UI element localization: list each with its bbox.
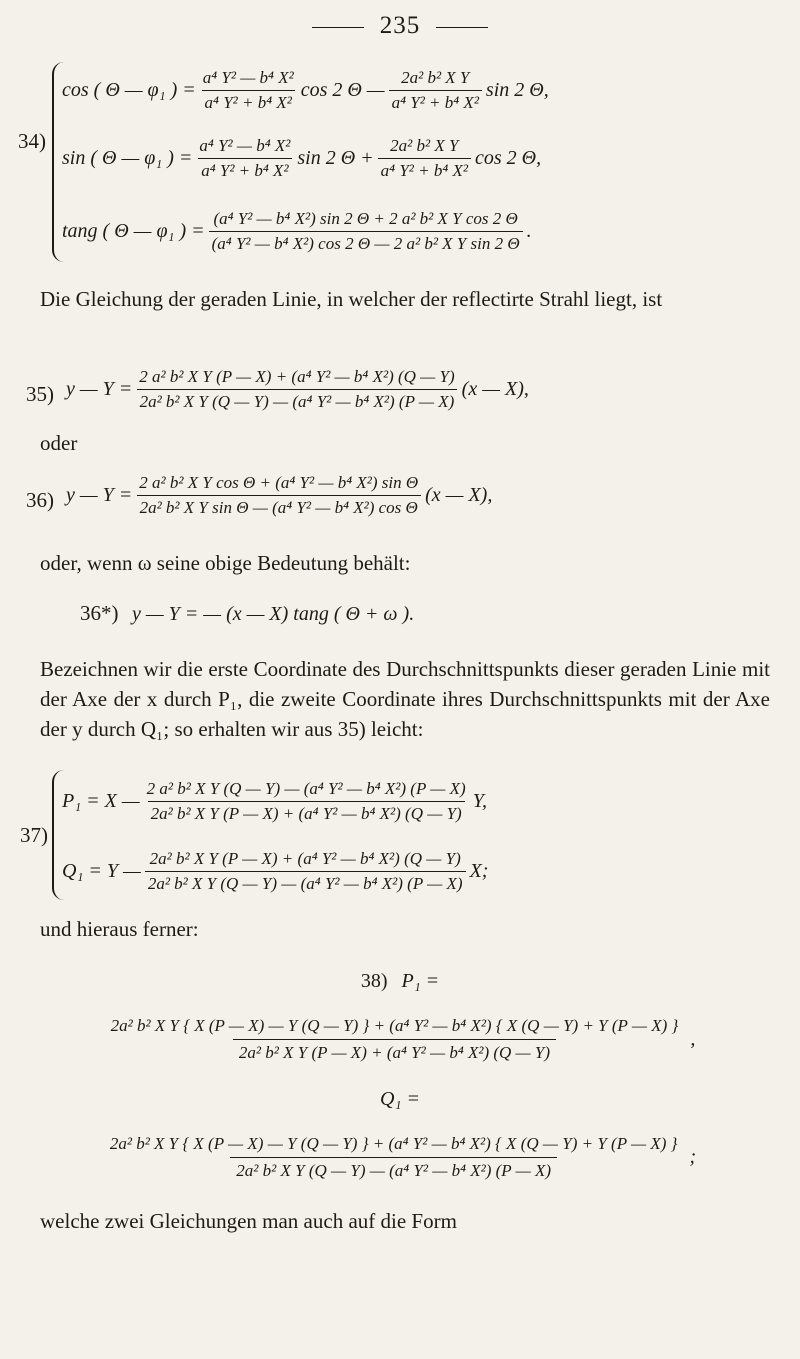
eq38-p-denominator: 2a² b² X Y (P — X) + (a⁴ Y² — b⁴ X²) (Q — Y)	[233, 1039, 556, 1063]
cos-tail: sin 2 Θ,	[485, 78, 549, 101]
sin-fraction-2-numerator: 2a² b² X Y	[390, 135, 459, 155]
eq35-numerator: 2 a² b² X Y (P — X) + (a⁴ Y² — b⁴ X²) (Q — Y)	[139, 366, 455, 386]
paragraph-1: Die Gleichung der geraden Linie, in welcher der reflectirte Strahl liegt, ist	[40, 287, 663, 311]
eq35-fraction	[136, 367, 457, 412]
cos-fraction-2-numerator: 2a² b² X Y	[401, 67, 470, 87]
eq35-lhs: y — Y =	[66, 377, 133, 400]
tang-fraction	[209, 209, 523, 254]
cos-lhs: cos ( Θ — φ₁ ) =	[62, 78, 196, 101]
tang-lhs: tang ( Θ — φ₁ ) =	[62, 219, 205, 242]
eq38-p-lhs: P₁ =	[401, 969, 440, 992]
sin-middle: sin 2 Θ +	[297, 146, 374, 169]
sin-fraction-1-denominator: a⁴ Y² + b⁴ X²	[198, 158, 291, 181]
eq38-q-tail: ;	[689, 1145, 697, 1168]
equation-34-tang-line	[62, 202, 532, 260]
equation-38-q-label-line	[0, 1082, 800, 1116]
eq36-fraction	[136, 473, 421, 518]
paragraph-5: welche zwei Gleichungen man auch auf die Form	[40, 1209, 457, 1233]
paragraph-2: oder, wenn ω seine obige Bedeutung behält:	[40, 551, 411, 575]
sin-lhs: sin ( Θ — φ₁ ) =	[62, 146, 193, 169]
equation-label-37: 37)	[20, 823, 48, 847]
equation-label-36-star: 36*)	[80, 601, 119, 625]
equation-38-label-line	[0, 964, 800, 998]
page-header	[0, 12, 800, 40]
sin-fraction-1	[196, 136, 293, 181]
cos-fraction-1-numerator: a⁴ Y² — b⁴ X²	[202, 67, 294, 87]
eq36-numerator: 2 a² b² X Y cos Θ + (a⁴ Y² — b⁴ X²) sin Θ	[139, 472, 419, 492]
eq36-denominator: 2a² b² X Y sin Θ — (a⁴ Y² — b⁴ X²) cos Θ	[137, 495, 421, 518]
tang-numerator: (a⁴ Y² — b⁴ X²) sin 2 Θ + 2 a² b² X Y cos 2 Θ	[213, 208, 518, 228]
equation-38-q-fraction-line	[0, 1122, 800, 1192]
eq36-tail: (x — X),	[425, 483, 493, 506]
tang-tail: .	[526, 219, 532, 242]
equation-38-p-fraction-line	[0, 1004, 800, 1074]
eq38-p-tail: ,	[690, 1027, 696, 1050]
eq38-p-fraction	[105, 1016, 685, 1063]
eq38-p-numerator: 2a² b² X Y { X (P — X) — Y (Q — Y) } + (a⁴ Y² — b⁴ X²) { X (Q — Y) + Y (P — X) }	[110, 1015, 679, 1035]
eq37-p-lhs: P₁ = X —	[62, 789, 140, 812]
cos-fraction-2	[389, 68, 482, 113]
paragraph-4: und hieraus ferner:	[40, 917, 199, 941]
tang-denominator: (a⁴ Y² — b⁴ X²) cos 2 Θ — 2 a² b² X Y sin 2 Θ	[209, 231, 523, 254]
equation-37-q-line	[62, 842, 488, 900]
page-number: 235	[379, 12, 421, 39]
equation-34-sin-line	[62, 130, 541, 186]
equation-label-36: 36)	[26, 488, 54, 512]
equation-37-p-line	[62, 772, 487, 830]
sin-fraction-2-denominator: a⁴ Y² + b⁴ X²	[378, 158, 471, 181]
eq36-lhs: y — Y =	[66, 483, 133, 506]
header-dash-left	[312, 27, 364, 28]
eq35-tail: (x — X),	[461, 377, 529, 400]
eq37-q-fraction	[145, 849, 466, 894]
eq37-p-fraction	[144, 779, 469, 824]
eq37-q-denominator: 2a² b² X Y (Q — Y) — (a⁴ Y² — b⁴ X²) (P — X)	[145, 871, 466, 894]
sin-tail: cos 2 Θ,	[474, 146, 542, 169]
equation-36-star-line	[132, 596, 414, 632]
eq36-star-body: y — Y = — (x — X) tang ( Θ + ω ).	[132, 602, 415, 625]
eq37-q-numerator: 2a² b² X Y (P — X) + (a⁴ Y² — b⁴ X²) (Q — Y)	[149, 848, 461, 868]
cos-fraction-1-denominator: a⁴ Y² + b⁴ X²	[202, 90, 295, 113]
sin-fraction-2	[378, 136, 471, 181]
eq38-q-fraction	[104, 1134, 684, 1181]
equation-36-line	[66, 462, 492, 528]
equation-34-cos-line	[62, 62, 549, 118]
equation-35-line	[66, 356, 529, 422]
eq37-p-tail: Y,	[472, 789, 487, 812]
eq38-q-denominator: 2a² b² X Y (Q — Y) — (a⁴ Y² — b⁴ X²) (P — X)	[230, 1157, 557, 1181]
cos-middle: cos 2 Θ —	[300, 78, 385, 101]
cos-fraction-2-denominator: a⁴ Y² + b⁴ X²	[389, 90, 482, 113]
eq35-denominator: 2a² b² X Y (Q — Y) — (a⁴ Y² — b⁴ X²) (P — X)	[137, 389, 458, 412]
equation-label-38: 38)	[360, 969, 388, 992]
paragraph-3: Bezeichnen wir die erste Coordinate des Durchschnittspunkts dieser geraden Linie mit der Axe der x durch P₁, die zweite Coordinate ihres Durchschnittspunkts mit der Axe der y durch Q₁; so erhalten wir aus 35) leicht:	[40, 657, 770, 741]
cos-fraction-1	[200, 68, 297, 113]
eq37-q-tail: X;	[469, 859, 489, 882]
equation-label-34: 34)	[18, 129, 46, 153]
eq38-q-lhs: Q₁ =	[380, 1087, 420, 1110]
header-dash-right	[436, 27, 488, 28]
eq37-p-denominator: 2a² b² X Y (P — X) + (a⁴ Y² — b⁴ X²) (Q — Y)	[148, 801, 465, 824]
sin-fraction-1-numerator: a⁴ Y² — b⁴ X²	[199, 135, 291, 155]
eq37-p-numerator: 2 a² b² X Y (Q — Y) — (a⁴ Y² — b⁴ X²) (P — X)	[146, 778, 466, 798]
equation-label-35: 35)	[26, 382, 54, 406]
eq37-q-lhs: Q₁ = Y —	[62, 859, 141, 882]
paragraph-oder: oder	[40, 431, 78, 455]
eq38-q-numerator: 2a² b² X Y { X (P — X) — Y (Q — Y) } + (a⁴ Y² — b⁴ X²) { X (Q — Y) + Y (P — X) }	[109, 1133, 678, 1153]
